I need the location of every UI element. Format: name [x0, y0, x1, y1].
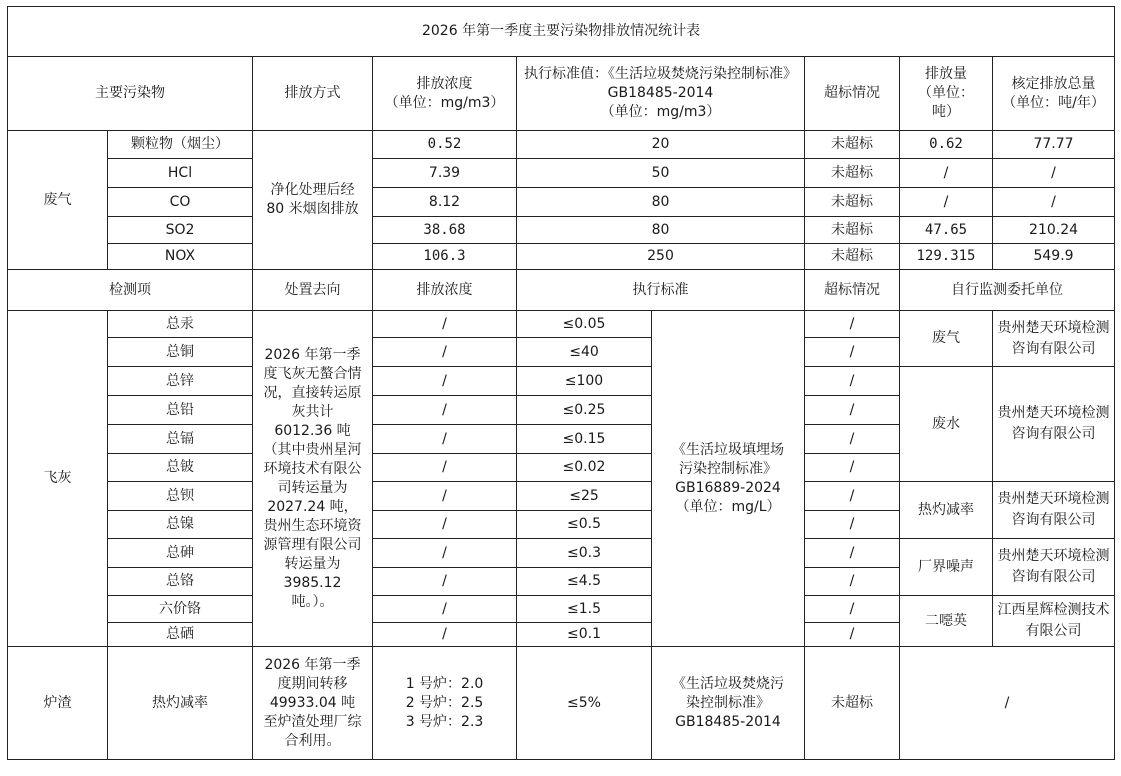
ash-limit: ≤1.5 — [517, 596, 652, 623]
gas-standard: 80 — [517, 217, 805, 244]
ash-concentration: / — [373, 367, 517, 396]
gas-concentration: 7.39 — [373, 159, 517, 188]
table-row — [8, 482, 1115, 511]
gas-concentration: 38.68 — [373, 217, 517, 244]
ash-item-name: 总钡 — [108, 482, 253, 511]
ash-item-name: 总镉 — [108, 425, 253, 454]
gas-exceed: 未超标 — [805, 244, 900, 270]
table-row — [8, 217, 1115, 244]
category-waste-gas: 废气 — [8, 131, 108, 270]
header-standard-2: 执行标准 — [517, 270, 805, 311]
table-row — [8, 311, 1115, 338]
table-row — [8, 159, 1115, 188]
header-agency: 自行监测委托单位 — [900, 270, 1115, 311]
ash-exceed: / — [805, 596, 900, 623]
agency-unit: 贵州楚天环境检测咨询有限公司 — [993, 367, 1115, 482]
table-row — [8, 244, 1115, 270]
pollutant-name: SO2 — [108, 217, 253, 244]
header-total: 核定排放总量 （单位：吨/年） — [993, 57, 1115, 131]
ash-concentration: / — [373, 454, 517, 482]
ash-item-name: 总硒 — [108, 623, 253, 647]
ash-concentration: / — [373, 396, 517, 425]
ash-exceed: / — [805, 539, 900, 568]
pollutant-name: NOX — [108, 244, 253, 270]
ash-limit: ≤0.3 — [517, 539, 652, 568]
header-concentration: 排放浓度 （单位：mg/m3） — [373, 57, 517, 131]
gas-standard: 80 — [517, 188, 805, 217]
header-method: 排放方式 — [253, 57, 373, 131]
gas-concentration: 0.52 — [373, 131, 517, 159]
ash-limit: ≤0.05 — [517, 311, 652, 338]
gas-standard: 20 — [517, 131, 805, 159]
slag-limit: ≤5% — [517, 647, 652, 760]
gas-exceed: 未超标 — [805, 159, 900, 188]
ash-concentration: / — [373, 511, 517, 539]
gas-concentration: 106.3 — [373, 244, 517, 270]
agency-unit: 贵州楚天环境检测咨询有限公司 — [993, 539, 1115, 596]
header-exceed: 超标情况 — [805, 57, 900, 131]
ash-item-name: 总铅 — [108, 396, 253, 425]
gas-standard: 250 — [517, 244, 805, 270]
ash-item-name: 总铬 — [108, 568, 253, 596]
ash-limit: ≤0.25 — [517, 396, 652, 425]
ash-limit: ≤25 — [517, 482, 652, 511]
gas-amount: / — [900, 188, 993, 217]
slag-standard: 《生活垃圾焚烧污染控制标准》 GB18485-2014 — [652, 647, 805, 760]
ash-concentration: / — [373, 425, 517, 454]
table-row — [8, 188, 1115, 217]
slag-item: 热灼减率 — [108, 647, 253, 760]
gas-total: 549.9 — [993, 244, 1115, 270]
gas-method: 净化处理后经 80 米烟囱排放 — [253, 131, 373, 270]
ash-limit: ≤0.5 — [517, 511, 652, 539]
ash-concentration: / — [373, 623, 517, 647]
ash-item-name: 总镍 — [108, 511, 253, 539]
ash-exceed: / — [805, 396, 900, 425]
ash-exceed: / — [805, 511, 900, 539]
agency-type: 废水 — [900, 367, 993, 482]
ash-limit: ≤4.5 — [517, 568, 652, 596]
gas-concentration: 8.12 — [373, 188, 517, 217]
header-item: 检测项 — [8, 270, 253, 311]
agency-type: 废气 — [900, 311, 993, 367]
ash-limit: ≤0.15 — [517, 425, 652, 454]
header-pollutant: 主要污染物 — [8, 57, 253, 131]
ash-item-name: 总砷 — [108, 539, 253, 568]
slag-exceed: 未超标 — [805, 647, 900, 760]
report-sheet — [7, 6, 1115, 760]
header-exceed-2: 超标情况 — [805, 270, 900, 311]
ash-limit: ≤0.1 — [517, 623, 652, 647]
pollutant-name: 颗粒物（烟尘） — [108, 131, 253, 159]
agency-type: 厂界噪声 — [900, 539, 993, 596]
ash-item-name: 六价铬 — [108, 596, 253, 623]
agency-type: 热灼减率 — [900, 482, 993, 539]
ash-exceed: / — [805, 623, 900, 647]
ash-item-name: 总铍 — [108, 454, 253, 482]
pollutant-name: HCl — [108, 159, 253, 188]
ash-disposal: 2026 年第一季度飞灰无螯合情况，直接转运原灰共计 6012.36 吨（其中贵州星河环境技术有限公司转运量为 2027.24 吨，贵州生态环境资源管理有限公司转运量为 3985.12 吨。）。 — [253, 311, 373, 647]
ash-concentration: / — [373, 539, 517, 568]
gas-amount: / — [900, 159, 993, 188]
ash-standard-name: 《生活垃圾填埋场污染控制标准》 GB16889-2024 （单位：mg/L） — [652, 311, 805, 647]
header-disposal: 处置去向 — [253, 270, 373, 311]
pollutant-name: CO — [108, 188, 253, 217]
emission-table — [7, 6, 1115, 760]
ash-item-name: 总铜 — [108, 338, 253, 367]
gas-amount: 129.315 — [900, 244, 993, 270]
table-row — [8, 596, 1115, 623]
category-slag: 炉渣 — [8, 647, 108, 760]
ash-concentration: / — [373, 338, 517, 367]
category-fly-ash: 飞灰 — [8, 311, 108, 647]
ash-item-name: 总锌 — [108, 367, 253, 396]
table-row — [8, 367, 1115, 396]
agency-unit: 江西星辉检测技术有限公司 — [993, 596, 1115, 647]
gas-exceed: 未超标 — [805, 217, 900, 244]
gas-exceed: 未超标 — [805, 188, 900, 217]
gas-exceed: 未超标 — [805, 131, 900, 159]
table-row — [8, 131, 1115, 159]
ash-item-name: 总汞 — [108, 311, 253, 338]
ash-concentration: / — [373, 311, 517, 338]
header-standard: 执行标准值：《生活垃圾焚烧污染控制标准》GB18485-2014 （单位：mg/m3） — [517, 57, 805, 131]
ash-concentration: / — [373, 596, 517, 623]
slag-disposal: 2026 年第一季度期间转移 49933.04 吨至炉渣处理厂综合利用。 — [253, 647, 373, 760]
ash-exceed: / — [805, 568, 900, 596]
gas-standard: 50 — [517, 159, 805, 188]
header-amount: 排放量 （单位： 吨） — [900, 57, 993, 131]
gas-total: 77.77 — [993, 131, 1115, 159]
agency-type: 二噁英 — [900, 596, 993, 647]
agency-unit: 贵州楚天环境检测咨询有限公司 — [993, 311, 1115, 367]
table-row — [8, 539, 1115, 568]
table-title: 2026 年第一季度主要污染物排放情况统计表 — [8, 7, 1115, 57]
ash-concentration: / — [373, 568, 517, 596]
ash-limit: ≤100 — [517, 367, 652, 396]
gas-total: 210.24 — [993, 217, 1115, 244]
header-concentration-2: 排放浓度 — [373, 270, 517, 311]
gas-total: / — [993, 188, 1115, 217]
ash-exceed: / — [805, 425, 900, 454]
ash-exceed: / — [805, 454, 900, 482]
ash-exceed: / — [805, 482, 900, 511]
table-row — [8, 647, 1115, 760]
gas-amount: 47.65 — [900, 217, 993, 244]
ash-limit: ≤0.02 — [517, 454, 652, 482]
ash-limit: ≤40 — [517, 338, 652, 367]
ash-exceed: / — [805, 367, 900, 396]
ash-exceed: / — [805, 338, 900, 367]
ash-exceed: / — [805, 311, 900, 338]
gas-amount: 0.62 — [900, 131, 993, 159]
gas-total: / — [993, 159, 1115, 188]
slag-agency: / — [900, 647, 1115, 760]
agency-unit: 贵州楚天环境检测咨询有限公司 — [993, 482, 1115, 539]
ash-concentration: / — [373, 482, 517, 511]
slag-concentration: 1 号炉：2.0 2 号炉：2.5 3 号炉：2.3 — [373, 647, 517, 760]
